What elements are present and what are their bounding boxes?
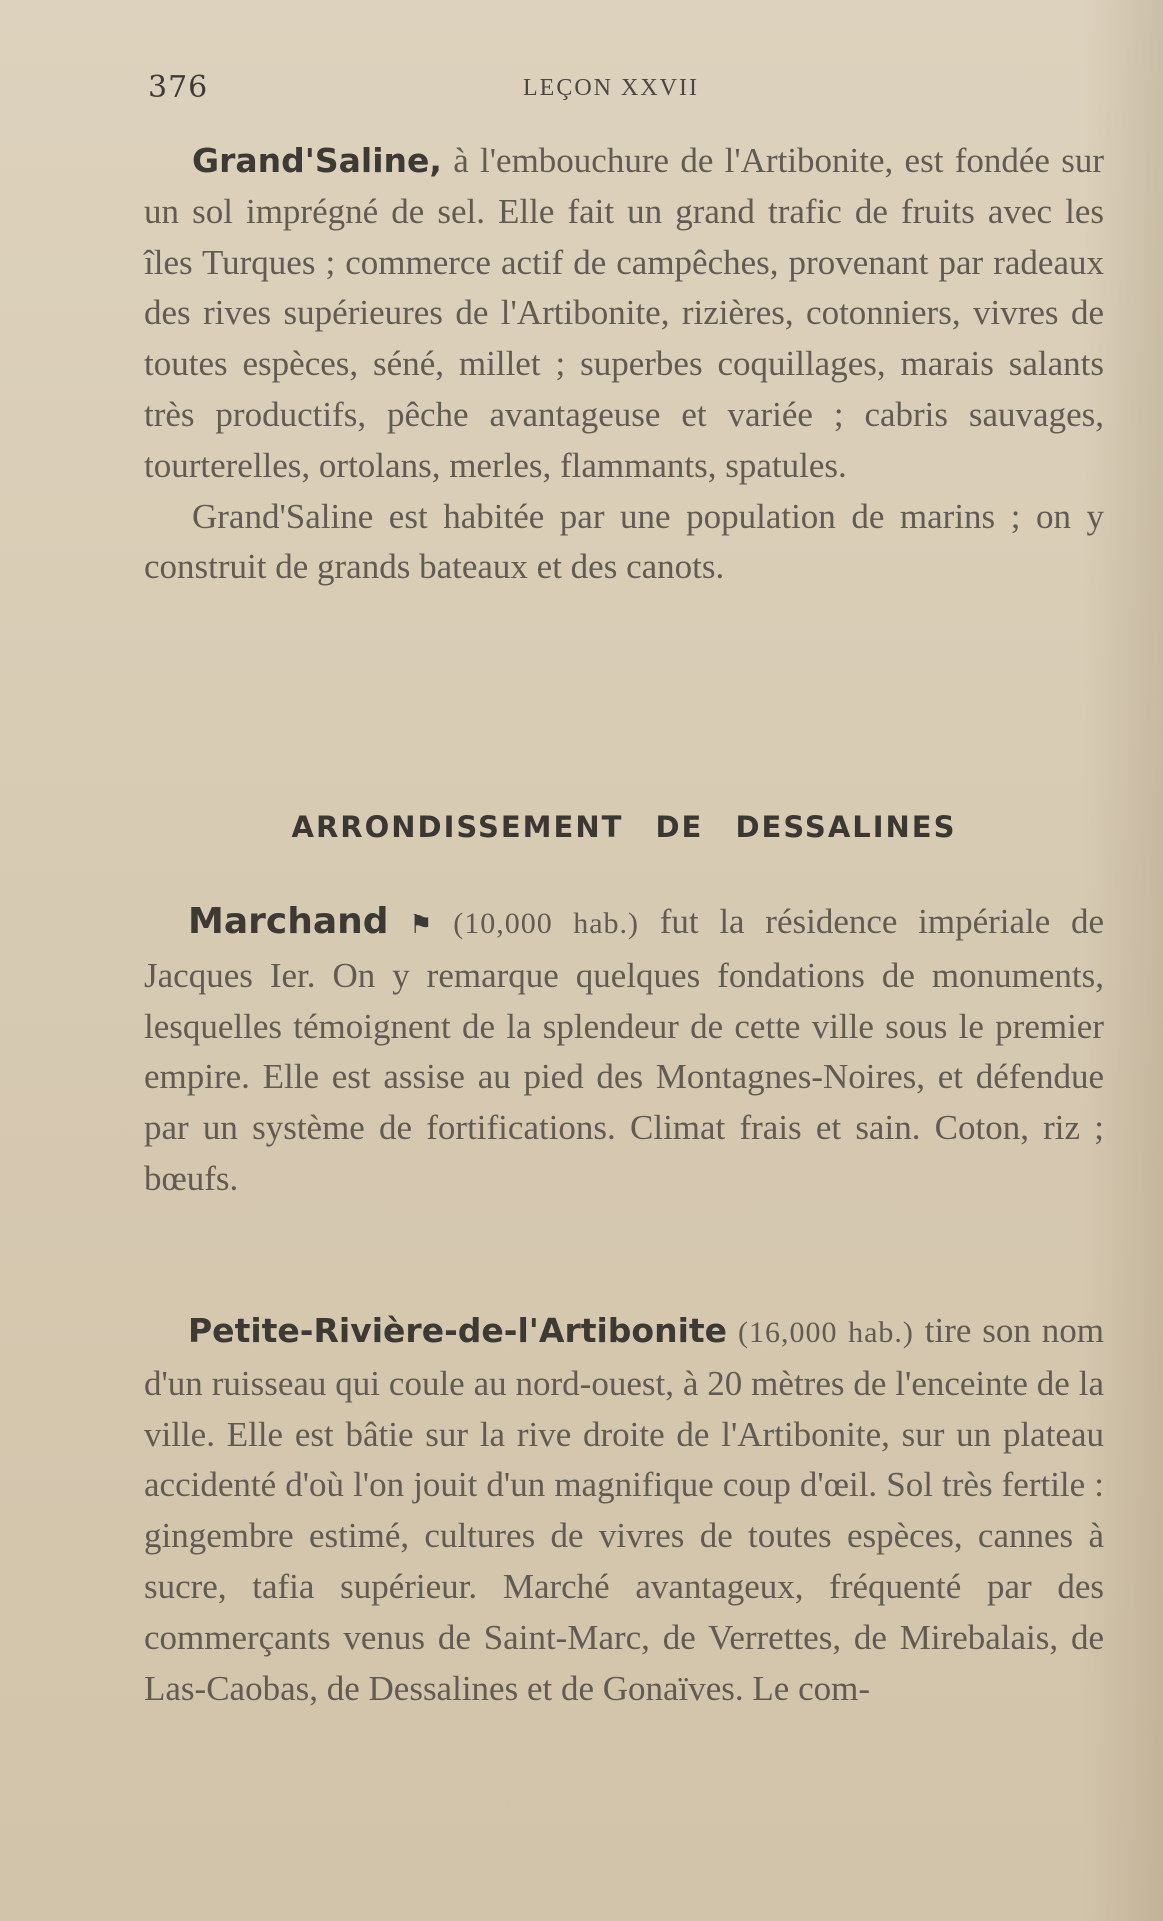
paragraph-grand-saline (144, 136, 1104, 492)
marchand-section (144, 897, 1104, 1205)
population-petite-riviere: (16,000 hab.) (737, 1316, 914, 1349)
page-header (148, 70, 1078, 110)
paragraph-text: fut la résidence impériale de Jacques Ier. On y remarque quelques fondations de monuments, lesquelles témoignent de la splendeur de cette ville sous le premier empire. Elle est assise au pied des Montagnes-Noires, et défendue par un système de fortifications. Climat frais et sain. Coton, riz ; bœufs. (144, 902, 1105, 1198)
petite-riviere-section (144, 1306, 1104, 1714)
place-name-grand-saline: Grand'Saline, (192, 141, 442, 180)
section-title: ARRONDISSEMENT DE DESSALINES (291, 810, 957, 844)
paragraph-text: à l'embouchure de l'Artibonite, est fondée sur un sol imprégné de sel. Elle fait un grand trafic de fruits avec les îles Turques ; commerce actif de campêches, provenant par radeaux des rives supérieures de l'Artibonite, rizières, cotonniers, vivres de toutes espèces, séné, millet ; superbes coquillages, marais salants très productifs, pêche avantageuse et variée ; cabris sauvages, tourterelles, ortolans, merles, flammants, spatules. (144, 141, 1104, 485)
flag-icon: ⚑ (409, 910, 433, 940)
grand-saline-section (144, 136, 1104, 593)
paragraph-marchand (144, 897, 1104, 1205)
paragraph-text: tire son nom d'un ruisseau qui coule au nord-ouest, à 20 mètres de l'enceinte de la ville. Elle est bâtie sur la rive droite de l'Artibonite, sur un plateau accidenté d'où l'on jouit d'un magnifique coup d'œil. Sol très fertile : gingembre estimé, cultures de vivres de toutes espèces, cannes à sucre, tafia supérieur. Marché avantageux, fréquenté par des commerçants venus de Saint-Marc, de Verrettes, de Mirebalais, de Las-Caobas, de Dessalines et de Gonaïves. Le com- (144, 1311, 1105, 1708)
population-marchand: (10,000 hab.) (453, 907, 640, 940)
page-number: 376 (148, 70, 209, 105)
paragraph-grand-saline-population: Grand'Saline est habitée par une population de marins ; on y construit de grands bateaux et des canots. (144, 496, 1104, 587)
place-name-marchand: Marchand (188, 901, 389, 942)
place-name-petite-riviere: Petite-Rivière-de-l'Artibonite (188, 1311, 728, 1350)
running-head: LEÇON XXVII (523, 75, 699, 101)
paragraph-petite-riviere (144, 1306, 1104, 1714)
